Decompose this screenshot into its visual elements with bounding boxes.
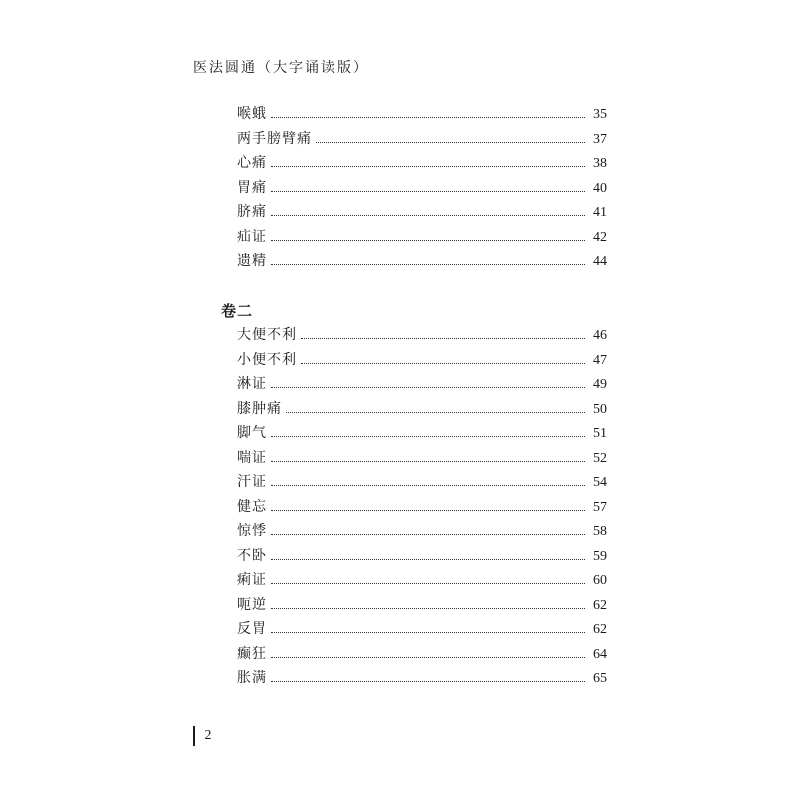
- toc-entry-page: 65: [593, 671, 607, 686]
- toc-entry-page: 47: [593, 352, 607, 368]
- toc-entry-title: 反胃: [237, 621, 267, 637]
- dot-leader: [271, 559, 585, 560]
- page-footer: [193, 726, 212, 746]
- toc-entry-page: 51: [593, 426, 607, 441]
- toc-entry[interactable]: [237, 177, 607, 202]
- dot-leader: [271, 608, 585, 609]
- dot-leader: [271, 534, 585, 535]
- dot-leader: [271, 510, 585, 511]
- dot-leader: [271, 240, 585, 241]
- toc-group-2: [237, 324, 607, 692]
- toc-entry-title: 膝肿痛: [237, 400, 282, 417]
- toc-entry-title: 呃逆: [237, 596, 267, 613]
- toc-entry[interactable]: [237, 128, 607, 153]
- toc-entry[interactable]: [237, 152, 607, 177]
- dot-leader: [271, 166, 585, 167]
- toc-entry-page: 57: [593, 499, 607, 515]
- dot-leader: [271, 583, 585, 584]
- toc-entry-title: 癫狂: [237, 645, 267, 662]
- toc-entry-title: 心痛: [237, 155, 267, 171]
- toc-entry-page: 50: [593, 401, 607, 417]
- toc-entry[interactable]: [237, 398, 607, 423]
- toc-entry-page: 38: [593, 156, 607, 171]
- toc-entry-title: 脐痛: [237, 204, 267, 220]
- dot-leader: [301, 363, 585, 364]
- dot-leader: [316, 142, 585, 143]
- dot-leader: [286, 412, 585, 413]
- toc-entry-title: 淋证: [237, 376, 267, 392]
- toc-entry[interactable]: [237, 201, 607, 226]
- toc-entry-page: 46: [593, 328, 607, 343]
- toc-entry-page: 58: [593, 524, 607, 539]
- toc-entry-title: 喘证: [237, 449, 267, 466]
- dot-leader: [271, 215, 585, 216]
- toc-entry[interactable]: [237, 103, 607, 128]
- toc-entry[interactable]: [237, 520, 607, 545]
- page-number: 2: [204, 728, 212, 743]
- toc-entry-title: 健忘: [237, 498, 267, 515]
- dot-leader: [271, 657, 585, 658]
- toc-group-1: [237, 103, 607, 275]
- toc-entry-page: 59: [593, 548, 607, 564]
- running-header: 医法圆通（大字诵读版）: [193, 60, 369, 76]
- toc-entry[interactable]: [237, 447, 607, 472]
- toc-entry-page: 42: [593, 229, 607, 245]
- dot-leader: [271, 681, 585, 682]
- toc-entry-title: 惊悸: [237, 523, 267, 539]
- toc-entry-page: 44: [593, 254, 607, 269]
- dot-leader: [271, 387, 585, 388]
- toc-entry-title: 汗证: [237, 474, 267, 490]
- toc-entry-page: 64: [593, 646, 607, 662]
- dot-leader: [271, 117, 585, 118]
- toc-entry-page: 62: [593, 597, 607, 613]
- toc-entry[interactable]: [237, 545, 607, 570]
- dot-leader: [271, 461, 585, 462]
- toc-entry-title: 脚气: [237, 425, 267, 441]
- dot-leader: [271, 264, 585, 265]
- toc-entry-page: 54: [593, 475, 607, 490]
- toc-entry-title: 遗精: [237, 253, 267, 269]
- dot-leader: [271, 191, 585, 192]
- toc-entry[interactable]: [237, 226, 607, 251]
- toc-entry-title: 两手膀臂痛: [237, 130, 312, 147]
- toc-entry[interactable]: [237, 643, 607, 668]
- dot-leader: [301, 338, 585, 339]
- section-heading: 卷二: [221, 302, 254, 320]
- toc-entry-page: 60: [593, 573, 607, 588]
- toc-entry[interactable]: [237, 250, 607, 275]
- toc-entry-title: 胃痛: [237, 179, 267, 196]
- toc-entry-title: 疝证: [237, 228, 267, 245]
- toc-entry[interactable]: [237, 324, 607, 349]
- dot-leader: [271, 632, 585, 633]
- dot-leader: [271, 485, 585, 486]
- toc-entry-page: 52: [593, 450, 607, 466]
- toc-entry[interactable]: [237, 471, 607, 496]
- folio-rule: [193, 726, 195, 746]
- toc-entry[interactable]: [237, 569, 607, 594]
- toc-entry-title: 不卧: [237, 547, 267, 564]
- toc-entry-title: 胀满: [237, 670, 267, 686]
- toc-entry-page: 37: [593, 131, 607, 147]
- toc-entry-title: 痢证: [237, 572, 267, 588]
- toc-entry[interactable]: [237, 349, 607, 374]
- toc-entry[interactable]: [237, 422, 607, 447]
- toc-entry-page: 62: [593, 622, 607, 637]
- toc-entry-title: 喉蛾: [237, 106, 267, 122]
- toc-entry-page: 40: [593, 180, 607, 196]
- toc-entry[interactable]: [237, 594, 607, 619]
- toc-entry-page: 35: [593, 107, 607, 122]
- toc-entry-title: 大便不利: [237, 327, 297, 343]
- toc-entry[interactable]: [237, 667, 607, 692]
- toc-entry[interactable]: [237, 618, 607, 643]
- toc-entry-page: 41: [593, 205, 607, 220]
- toc-entry-title: 小便不利: [237, 351, 297, 368]
- toc-entry[interactable]: [237, 373, 607, 398]
- toc-entry-page: 49: [593, 377, 607, 392]
- toc-entry[interactable]: [237, 496, 607, 521]
- dot-leader: [271, 436, 585, 437]
